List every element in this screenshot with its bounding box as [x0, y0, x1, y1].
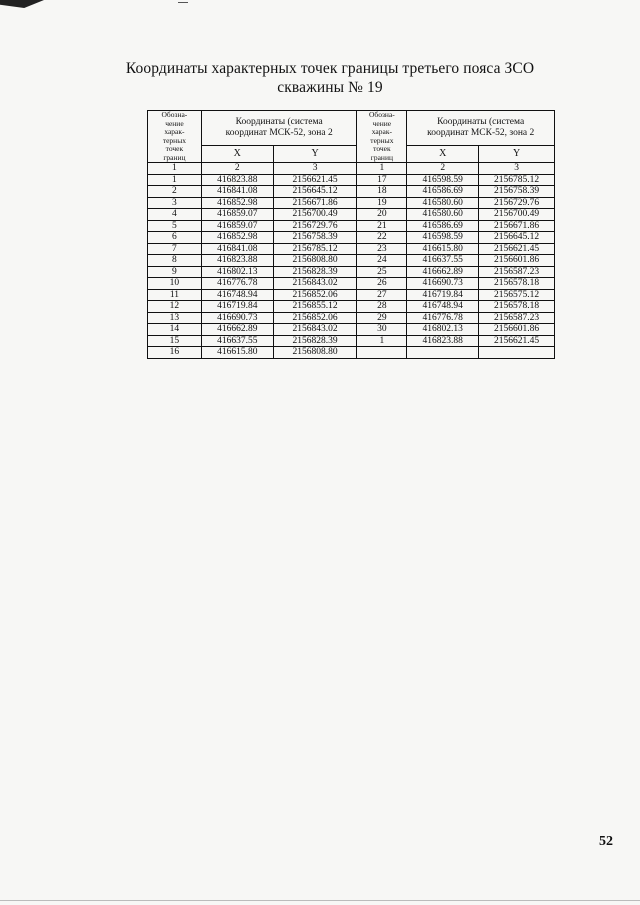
x-coordinate-cell: 416598.59 — [407, 232, 479, 244]
x-coordinate-cell: 416690.73 — [201, 312, 273, 324]
table-header-row — [148, 111, 555, 146]
y-coordinate-cell: 2156575.12 — [479, 289, 555, 301]
y-coordinate-cell: 2156671.86 — [479, 220, 555, 232]
x-coordinate-cell: 416662.89 — [201, 324, 273, 336]
y-coordinate-cell: 2156671.86 — [273, 197, 357, 209]
x-coordinate-cell: 416598.59 — [407, 174, 479, 186]
point-id-cell: 15 — [148, 335, 202, 347]
y-coordinate-cell: 2156621.45 — [479, 335, 555, 347]
y-coordinate-cell: 2156729.76 — [479, 197, 555, 209]
point-id-cell: 6 — [148, 232, 202, 244]
designation-header: Обозна- чение харак- терных точек границ — [357, 111, 407, 163]
x-coordinate-cell: 416841.08 — [201, 186, 273, 198]
y-coordinate-cell: 2156729.76 — [273, 220, 357, 232]
y-coordinate-cell: 2156700.49 — [273, 209, 357, 221]
table-row — [148, 266, 555, 278]
x-coordinate-cell: 416748.94 — [407, 301, 479, 313]
scan-artifact — [0, 0, 44, 8]
point-id-cell: 7 — [148, 243, 202, 255]
y-coordinate-cell: 2156601.86 — [479, 324, 555, 336]
y-coordinate-cell: 2156785.12 — [273, 243, 357, 255]
x-coordinate-cell: 416802.13 — [407, 324, 479, 336]
x-coordinate-cell: 416719.84 — [201, 301, 273, 313]
x-coordinate-cell: 416637.55 — [407, 255, 479, 267]
point-id-cell: 26 — [357, 278, 407, 290]
point-id-cell: 19 — [357, 197, 407, 209]
x-coordinate-cell: 416852.98 — [201, 232, 273, 244]
x-coordinate-cell: 416690.73 — [407, 278, 479, 290]
x-coordinate-cell: 416580.60 — [407, 197, 479, 209]
x-coordinate-cell — [407, 347, 479, 359]
y-coordinate-cell: 2156578.18 — [479, 278, 555, 290]
y-coordinate-cell: 2156758.39 — [273, 232, 357, 244]
point-id-cell: 16 — [148, 347, 202, 359]
x-column-header: X — [201, 145, 273, 162]
y-column-header: Y — [273, 145, 357, 162]
y-coordinate-cell: 2156852.06 — [273, 312, 357, 324]
point-id-cell: 27 — [357, 289, 407, 301]
table-row — [148, 174, 555, 186]
y-coordinate-cell: 2156587.23 — [479, 266, 555, 278]
point-id-cell: 3 — [148, 197, 202, 209]
column-number: 1 — [148, 163, 202, 175]
table-row — [148, 335, 555, 347]
point-id-cell: 29 — [357, 312, 407, 324]
x-coordinate-cell: 416776.78 — [201, 278, 273, 290]
title-line-2: скважины № 19 — [277, 79, 383, 96]
point-id-cell: 24 — [357, 255, 407, 267]
y-coordinate-cell: 2156758.39 — [479, 186, 555, 198]
y-coordinate-cell: 2156601.86 — [479, 255, 555, 267]
table-row — [148, 220, 555, 232]
table-row — [148, 289, 555, 301]
column-number: 2 — [407, 163, 479, 175]
point-id-cell — [357, 347, 407, 359]
table-row — [148, 347, 555, 359]
point-id-cell: 28 — [357, 301, 407, 313]
y-coordinate-cell: 2156700.49 — [479, 209, 555, 221]
x-coordinate-cell: 416852.98 — [201, 197, 273, 209]
x-coordinate-cell: 416662.89 — [407, 266, 479, 278]
x-coordinate-cell: 416580.60 — [407, 209, 479, 221]
point-id-cell: 2 — [148, 186, 202, 198]
table-row — [148, 197, 555, 209]
column-number: 1 — [357, 163, 407, 175]
x-coordinate-cell: 416586.69 — [407, 220, 479, 232]
y-coordinate-cell: 2156855.12 — [273, 301, 357, 313]
point-id-cell: 21 — [357, 220, 407, 232]
point-id-cell: 12 — [148, 301, 202, 313]
x-column-header: X — [407, 145, 479, 162]
y-coordinate-cell: 2156843.02 — [273, 324, 357, 336]
coordinate-system-header: Координаты (система координат МСК-52, зона 2 — [201, 111, 357, 146]
column-number: 3 — [479, 163, 555, 175]
x-coordinate-cell: 416586.69 — [407, 186, 479, 198]
point-id-cell: 17 — [357, 174, 407, 186]
table-row — [148, 232, 555, 244]
point-id-cell: 8 — [148, 255, 202, 267]
x-coordinate-cell: 416859.07 — [201, 220, 273, 232]
point-id-cell: 20 — [357, 209, 407, 221]
point-id-cell: 18 — [357, 186, 407, 198]
point-id-cell: 1 — [148, 174, 202, 186]
y-coordinate-cell: 2156852.06 — [273, 289, 357, 301]
point-id-cell: 10 — [148, 278, 202, 290]
x-coordinate-cell: 416823.88 — [201, 255, 273, 267]
point-id-cell: 1 — [357, 335, 407, 347]
point-id-cell: 23 — [357, 243, 407, 255]
point-id-cell: 22 — [357, 232, 407, 244]
point-id-cell: 4 — [148, 209, 202, 221]
x-coordinate-cell: 416859.07 — [201, 209, 273, 221]
x-coordinate-cell: 416615.80 — [407, 243, 479, 255]
y-coordinate-cell: 2156828.39 — [273, 266, 357, 278]
y-coordinate-cell: 2156645.12 — [273, 186, 357, 198]
y-coordinate-cell: 2156621.45 — [273, 174, 357, 186]
y-coordinate-cell: 2156843.02 — [273, 278, 357, 290]
y-coordinate-cell: 2156808.80 — [273, 255, 357, 267]
x-coordinate-cell: 416776.78 — [407, 312, 479, 324]
x-coordinate-cell: 416823.88 — [407, 335, 479, 347]
table-row — [148, 278, 555, 290]
point-id-cell: 5 — [148, 220, 202, 232]
x-coordinate-cell: 416841.08 — [201, 243, 273, 255]
x-coordinate-cell: 416823.88 — [201, 174, 273, 186]
y-coordinate-cell: 2156785.12 — [479, 174, 555, 186]
page-title — [70, 59, 590, 97]
column-number-row — [148, 163, 555, 175]
x-coordinate-cell: 416748.94 — [201, 289, 273, 301]
y-coordinate-cell: 2156621.45 — [479, 243, 555, 255]
table-row — [148, 324, 555, 336]
y-coordinate-cell: 2156828.39 — [273, 335, 357, 347]
x-coordinate-cell: 416637.55 — [201, 335, 273, 347]
y-coordinate-cell: 2156587.23 — [479, 312, 555, 324]
point-id-cell: 9 — [148, 266, 202, 278]
table-row — [148, 243, 555, 255]
point-id-cell: 30 — [357, 324, 407, 336]
table-axis-row — [148, 145, 555, 162]
x-coordinate-cell: 416719.84 — [407, 289, 479, 301]
y-coordinate-cell: 2156808.80 — [273, 347, 357, 359]
table-row — [148, 301, 555, 313]
point-id-cell: 13 — [148, 312, 202, 324]
table-row — [148, 255, 555, 267]
scan-artifact — [178, 2, 188, 3]
column-number: 2 — [201, 163, 273, 175]
y-coordinate-cell: 2156578.18 — [479, 301, 555, 313]
page-number: 52 — [599, 834, 613, 849]
y-column-header: Y — [479, 145, 555, 162]
x-coordinate-cell: 416615.80 — [201, 347, 273, 359]
column-number: 3 — [273, 163, 357, 175]
designation-header: Обозна- чение харак- терных точек границ — [148, 111, 202, 163]
point-id-cell: 14 — [148, 324, 202, 336]
title-line-1: Координаты характерных точек границы третьего пояса ЗСО — [125, 60, 535, 77]
point-id-cell: 11 — [148, 289, 202, 301]
coordinate-system-header: Координаты (система координат МСК-52, зона 2 — [407, 111, 555, 146]
y-coordinate-cell — [479, 347, 555, 359]
table-row — [148, 209, 555, 221]
y-coordinate-cell: 2156645.12 — [479, 232, 555, 244]
coordinates-table — [147, 110, 555, 359]
point-id-cell: 25 — [357, 266, 407, 278]
table-row — [148, 186, 555, 198]
scan-edge — [0, 900, 640, 901]
table-row — [148, 312, 555, 324]
x-coordinate-cell: 416802.13 — [201, 266, 273, 278]
